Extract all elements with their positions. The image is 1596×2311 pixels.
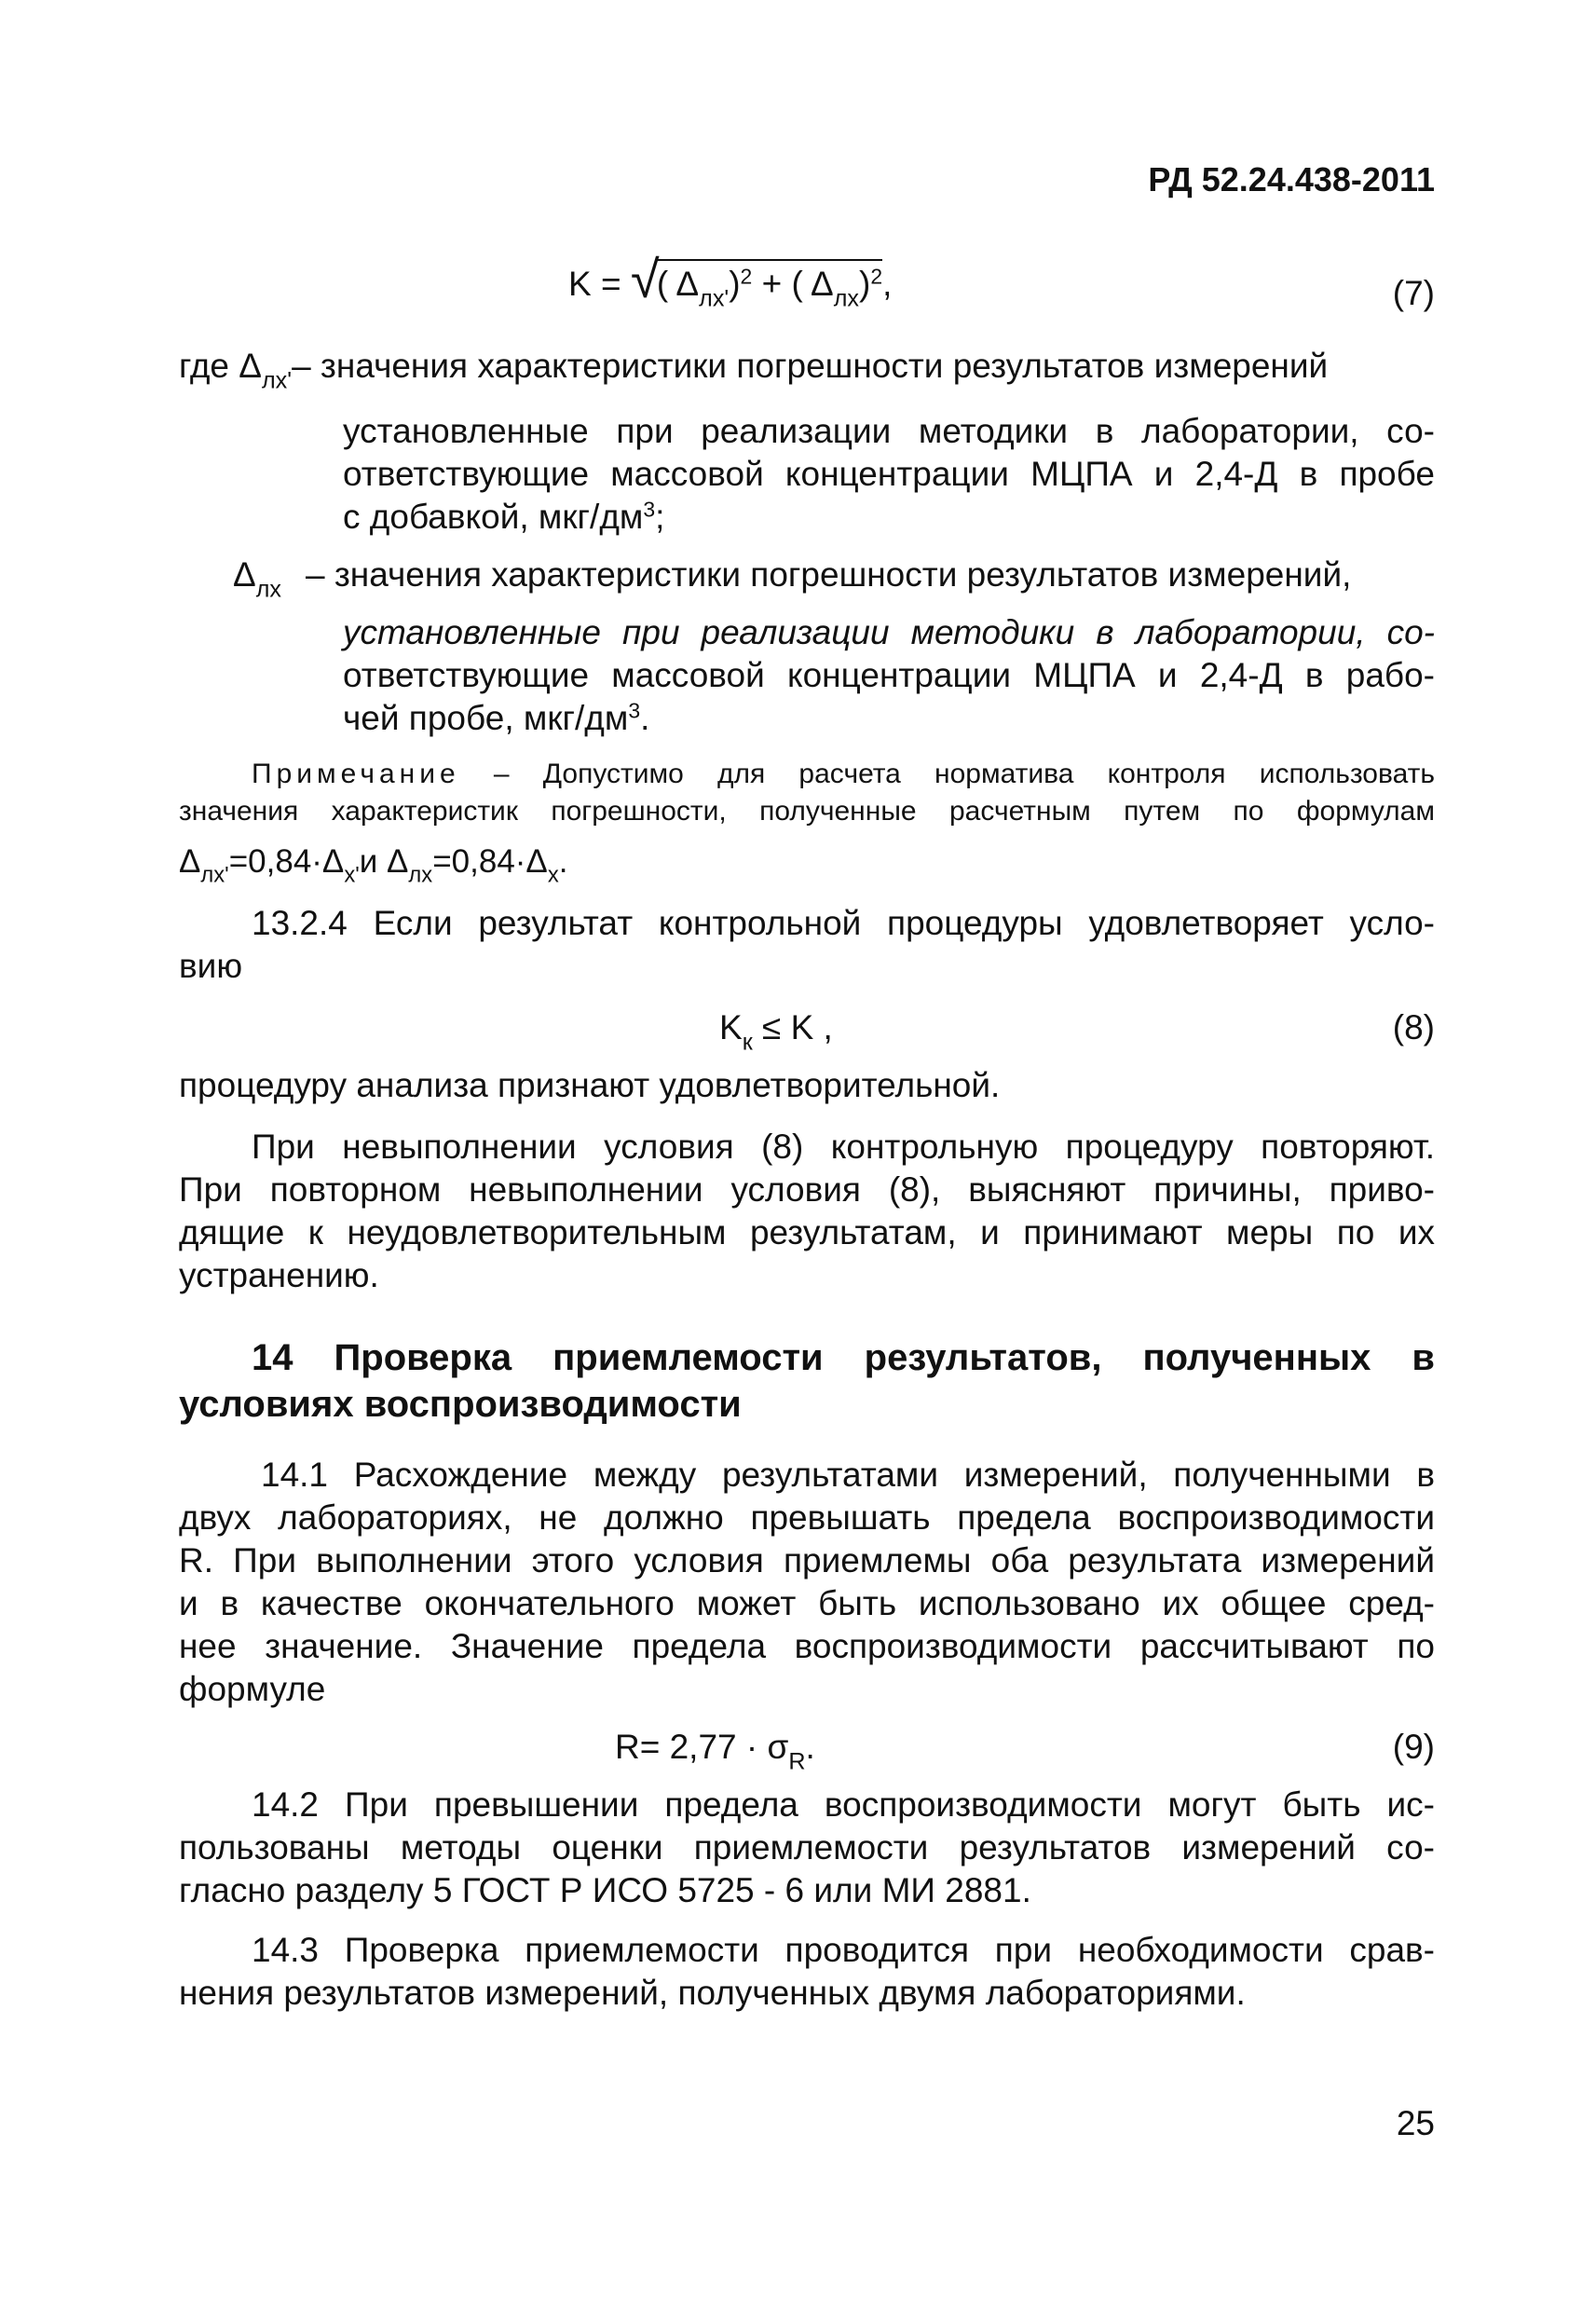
paragraph-14-1-line: 14.1 Расхождение между результатами измерений, полученными в	[261, 1456, 1435, 1494]
paragraph-14-3-line: нения результатов измерений, полученных двумя лабораториями.	[179, 1974, 1246, 2012]
formula-8: $K_к \le K$ ,	[719, 1008, 833, 1056]
paragraph-14-1-line: R. При выполнении этого условия приемлемы оба результата измерений	[179, 1541, 1435, 1579]
formula-9-number: (9)	[1392, 1728, 1435, 1766]
where-line-2: $\Delta_{лх}$ – значения характеристики погрешности результатов измерений,	[233, 555, 1352, 603]
paragraph-line: При повторном невыполнении условия (8), выясняют причины, приво-	[179, 1170, 1435, 1209]
paragraph-after-formula-8: процедуру анализа признают удовлетворительной.	[179, 1066, 1001, 1104]
paragraph-14-2-line: гласно разделу 5 ГОСТ Р ИСО 5725 - 6 или МИ 2881.	[179, 1871, 1031, 1909]
paragraph-14-3-line: 14.3 Проверка приемлемости проводится при необходимости срав-	[252, 1931, 1435, 1969]
where-item-2-line: ответствующие массовой концентрации МЦПА и 2,4-Д в рабо-	[343, 656, 1435, 694]
paragraph-14-1-line: и в качестве окончательного может быть использовано их общее сред-	[179, 1584, 1435, 1622]
paragraph-14-1-line: нее значение. Значение предела воспроизводимости рассчитывают по	[179, 1627, 1435, 1665]
formula-7: K = √ ( $\Delta_{лх'})^2$ + ( $\Delta_{лх})^2$,	[568, 250, 893, 312]
paragraph-14-2-line: пользованы методы оценки приемлемости результатов измерений со-	[179, 1828, 1435, 1867]
note-formulas: $\Delta_{лх'}=0,84\cdot\Delta_{х'}и$ $\Delta_{лх}=0,84\cdot\Delta_х$.	[179, 843, 568, 888]
paragraph-13-2-4-line: 13.2.4 Если результат контрольной процедуры удовлетворяет усло-	[252, 904, 1435, 942]
where-item-1-line: ответствующие массовой концентрации МЦПА и 2,4-Д в пробе	[343, 455, 1435, 493]
paragraph-14-1-line: формуле	[179, 1670, 326, 1708]
note-line-1: Примечание – Допустимо для расчета норматива контроля использовать	[252, 759, 1435, 789]
paragraph-14-2-line: 14.2 При превышении предела воспроизводимости могут быть ис-	[252, 1785, 1435, 1824]
where-item-2-line: чей пробе, мкг/$дм^3$.	[343, 698, 650, 737]
section-14-heading: 14 Проверка приемлемости результатов, полученных в	[252, 1337, 1435, 1378]
formula-7-number: (7)	[1392, 274, 1435, 312]
formula-7-lhs: K =	[568, 265, 621, 303]
paragraph-line: При невыполнении условия (8) контрольную процедуру повторяют.	[252, 1128, 1435, 1166]
where-line-1: где $\Delta_{лх'}-$ значения характеристики погрешности результатов измерений	[179, 347, 1329, 394]
formula-8-number: (8)	[1392, 1008, 1435, 1046]
note-line-2: значения характеристик погрешности, полученные расчетным путем по формулам	[179, 796, 1435, 827]
paragraph-14-1-line: двух лабораториях, не должно превышать предела воспроизводимости	[179, 1498, 1435, 1537]
paragraph-13-2-4-line: вию	[179, 947, 243, 985]
section-14-heading: условиях воспроизводимости	[179, 1384, 742, 1425]
where-item-1-line: с добавкой, мкг/$дм^3$;	[343, 497, 665, 536]
document-code-header: РД 52.24.438-2011	[1148, 160, 1435, 198]
radical-sign-icon: √	[630, 250, 660, 308]
square-root: √ ( $\Delta_{лх'})^2$ + ( $\Delta_{лх})^2$	[630, 250, 883, 312]
formula-9: $R= 2,77 \cdot \sigma_R$.	[615, 1728, 815, 1775]
paragraph-line: дящие к неудовлетворительным результатам, и принимают меры по их	[179, 1213, 1435, 1251]
page-number: 25	[1396, 2104, 1435, 2142]
where-item-2-line: установленные при реализации методики в лаборатории, со-	[343, 613, 1435, 651]
paragraph-line: устранению.	[179, 1256, 379, 1294]
where-item-1-line: установленные при реализации методики в лаборатории, со-	[343, 412, 1435, 450]
